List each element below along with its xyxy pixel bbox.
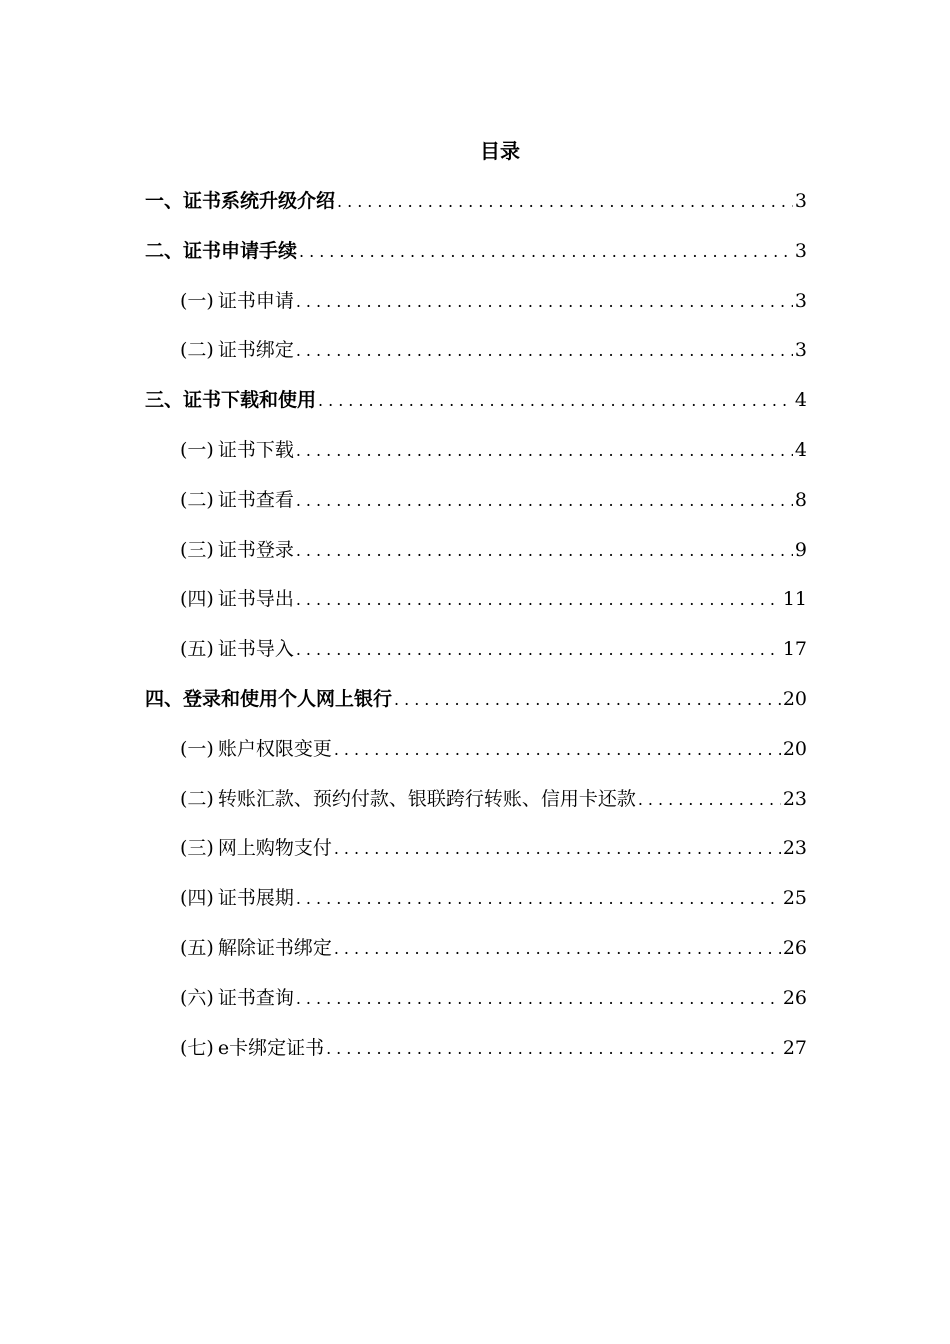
toc-entry[interactable] [145,882,807,932]
toc-entry-number: (一) [180,438,214,461]
toc-dot-leader [318,385,793,417]
toc-entry-page-number: 17 [782,638,807,661]
toc-entry[interactable] [145,185,807,235]
toc-entry-title: 转账汇款、预约付款、银联跨行转账、信用卡还款 [217,787,636,810]
toc-entry-page-number: 3 [794,339,807,362]
toc-entry-title: 证书查询 [217,986,294,1009]
toc-entry[interactable] [145,932,807,982]
toc-entry[interactable] [145,733,807,783]
toc-entry-page-number: 3 [794,239,807,262]
toc-entry[interactable] [145,285,807,335]
toc-dot-leader [326,1033,781,1065]
toc-entry-page-number: 3 [794,190,807,212]
toc-entry[interactable] [145,982,807,1032]
toc-dot-leader [394,684,781,716]
toc-entry-page-number: 11 [782,588,807,611]
toc-dot-leader [296,535,793,567]
toc-entry[interactable] [145,633,807,683]
toc-entry[interactable] [145,1032,807,1082]
toc-entry-title: 账户权限变更 [217,737,332,760]
toc-entry-number: (一) [180,289,214,312]
toc-entry-page-number: 23 [782,787,807,810]
toc-dot-leader [296,883,781,915]
toc-entry-page-number: 9 [794,538,807,561]
toc-entry-number: (七) [180,1036,214,1059]
toc-entry[interactable] [145,484,807,534]
toc-entry-page-number: 20 [782,687,807,710]
toc-entry-title: 解除证书绑定 [217,936,332,959]
toc-dot-leader [296,335,793,367]
toc-dot-leader [334,933,781,965]
toc-entry-number: (四) [180,887,214,910]
toc-dot-leader [334,833,781,865]
toc-entry-number: (四) [180,588,214,611]
toc-entry[interactable] [145,783,807,833]
toc-entry-page-number: 23 [782,837,807,860]
toc-entry-title: 证书查看 [217,488,294,511]
toc-entry-number: (三) [180,538,214,561]
toc-dot-leader [296,435,793,467]
toc-entry-number: 一、 [145,190,184,212]
toc-entry-number: (五) [180,936,214,959]
toc-entry[interactable] [145,534,807,584]
toc-entry-number: (三) [180,837,214,860]
toc-entry[interactable] [145,683,807,733]
toc-entry-number: (六) [180,986,214,1009]
toc-dot-leader [334,734,781,766]
toc-dot-leader [296,584,781,616]
toc-entry-title: 证书绑定 [217,339,294,362]
toc-entry-title: 证书申请手续 [183,239,298,262]
toc-entry[interactable] [145,235,807,285]
toc-dot-leader [638,784,781,816]
toc-entry-page-number: 25 [782,887,807,910]
toc-entry-page-number: 26 [782,986,807,1009]
toc-list [145,185,807,1081]
toc-entry-page-number: 4 [794,438,807,461]
toc-entry-page-number: 4 [794,389,807,412]
toc-entry[interactable] [145,334,807,384]
toc-entry-page-number: 26 [782,936,807,959]
toc-entry[interactable] [145,832,807,882]
toc-dot-leader [296,485,793,517]
toc-entry-title: 证书登录 [217,538,294,561]
toc-title: 目录 [480,139,520,163]
toc-entry-page-number: 20 [782,737,807,760]
toc-entry[interactable] [145,583,807,633]
toc-dot-leader [299,236,793,268]
toc-entry-title: 登录和使用个人网上银行 [183,687,393,710]
toc-entry-number: (二) [180,339,214,362]
toc-entry-title: 证书申请 [217,289,294,312]
toc-entry-title: e卡绑定证书 [217,1036,325,1059]
toc-entry-number: 四、 [145,687,184,710]
toc-dot-leader [337,186,793,218]
toc-entry-number: 二、 [145,239,184,262]
toc-entry-number: 三、 [145,389,184,412]
toc-entry-title: 证书导入 [217,638,294,661]
toc-dot-leader [296,983,781,1015]
toc-dot-leader [296,286,793,318]
toc-entry-title: 证书展期 [217,887,294,910]
toc-entry-number: (一) [180,737,214,760]
toc-entry[interactable] [145,384,807,434]
toc-entry-number: (二) [180,488,214,511]
toc-entry-title: 网上购物支付 [217,837,332,860]
toc-entry-title: 证书导出 [217,588,294,611]
toc-entry[interactable] [145,434,807,484]
toc-entry-title: 证书下载 [217,438,294,461]
toc-entry-page-number: 3 [794,289,807,312]
toc-entry-title: 证书下载和使用 [183,389,317,412]
toc-entry-title: 证书系统升级介绍 [183,190,336,212]
toc-dot-leader [296,634,781,666]
toc-entry-page-number: 27 [782,1036,807,1059]
toc-entry-page-number: 8 [794,488,807,511]
toc-entry-number: (二) [180,787,214,810]
toc-entry-number: (五) [180,638,214,661]
